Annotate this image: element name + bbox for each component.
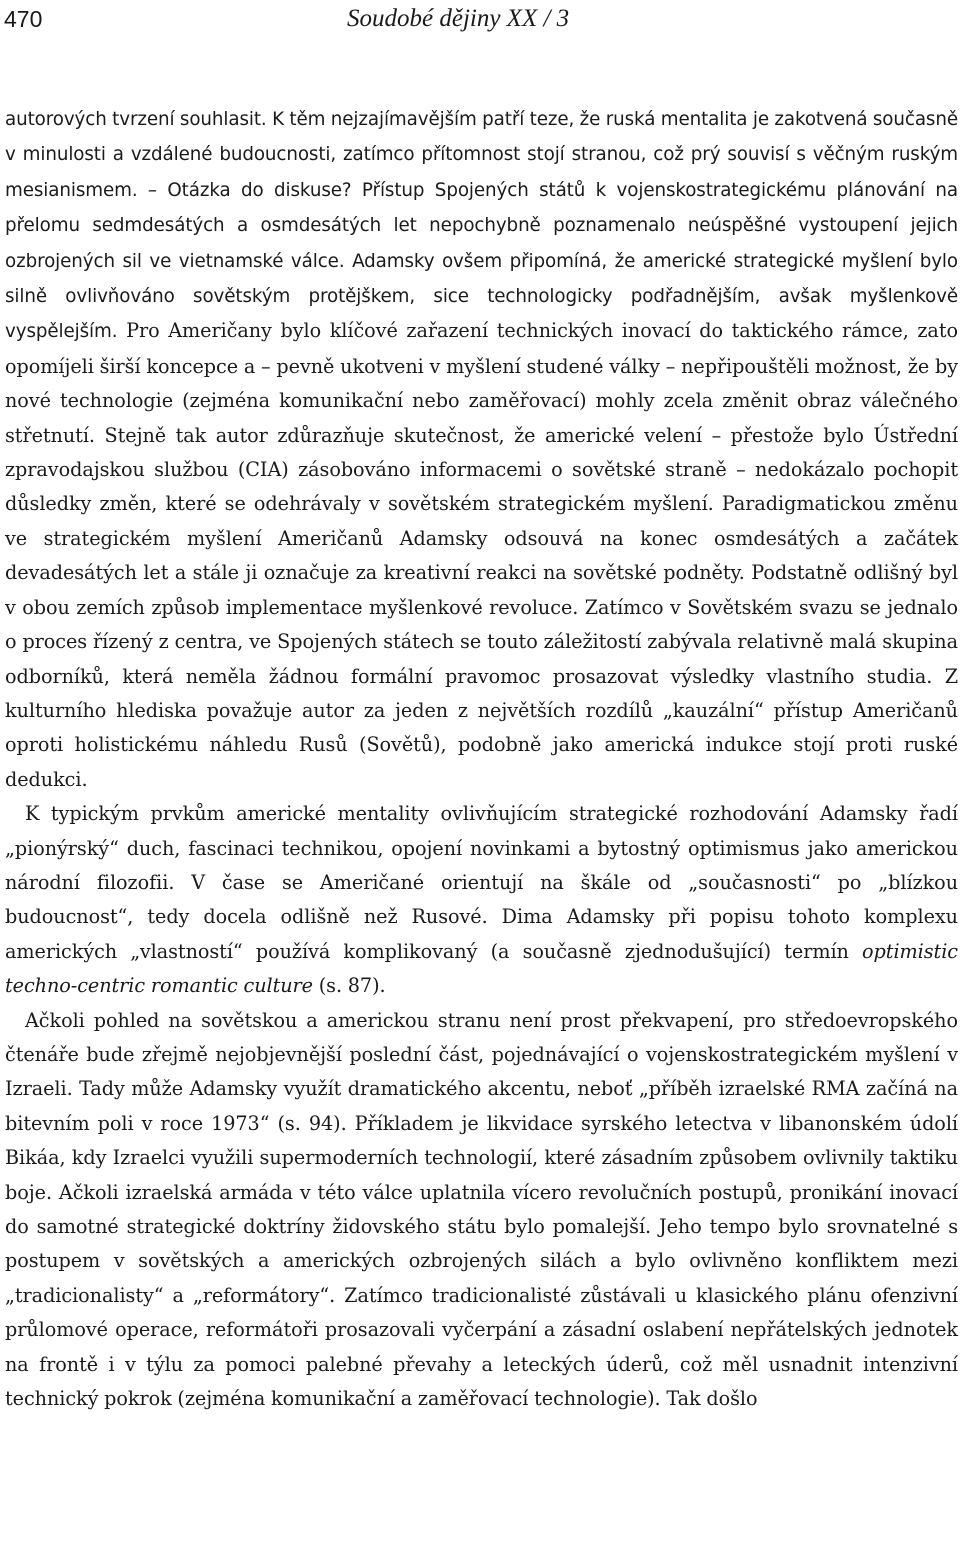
paragraph-2-text: K typickým prvkům americké mentality ovlivňujícím strategické rozhodování Adamsky řadí „pionýrský“ duch, fascinaci technikou, opojení novinkami a bytostný optimismus jako americkou národní filozofii. V čase se Američané orientují na škále od „současnosti“ po „blízkou budoucnost“, tedy docela odlišně než Rusové. Dima Adamsky při popisu tohoto komplexu amerických „vlastností“ používá komplikovaný (a současně zjednodušující) termín	[5, 802, 958, 963]
paragraph-3-text: Ačkoli pohled na sovětskou a americkou stranu není prost překvapení, pro středoevropského čtenáře bude zřejmě nejobjevnější poslední část, pojednávající o vojenskostrategickém myšlení v Izraeli. Tady může Adamsky využít dramatického akcentu, neboť „příběh izraelské RMA začíná na bitevním poli v roce 1973“ (s. 94). Příkladem je likvidace syrského letectva v libanonském údolí Bikáa, kdy Izraelci využili supermoderních technologií, které zásadním způsobem ovlivnily taktiku boje. Ačkoli izraelská armáda v této válce uplatnila vícero revolučních postupů, pronikání inovací do samotné strategické doktríny židovského státu bylo pomalejší. Jeho tempo bylo srovnatelné s postupem v sovětských a amerických ozbrojených silách a bylo ovlivněno konfliktem mezi „tradicionalisty“ a „reformátory“. Zatímco tradicionalisté zůstávali u klasického plánu ofenzivní průlomové operace, reformátoři prosazovali vyčerpání a zásadní oslabení nepřátelských jednotek na frontě i v týlu za pomoci palebné převahy a leteckých úderů, což měl usnadnit intenzivní technický pokrok (zejména komunikační a zaměřovací technologie). Tak došlo	[5, 1008, 958, 1411]
article-body	[5, 102, 958, 1416]
paragraph-1-rest: Pro Američany bylo klíčové zařazení technických inovací do taktického rámce, zato opomíjeli širší koncepce a – pevně ukotveni v myšlení studené války – nepřipouštěli možnost, že by nové technologie (zejména komunikační nebo zaměřovací) mohly zcela změnit obraz válečného střetnutí. Stejně tak autor zdůrazňuje skutečnost, že americké velení – přestože bylo Ústřední zpravodajskou službou (CIA) zásobováno informacemi o sovětské straně – nedokázalo pochopit důsledky změn, které se odehrávaly v sovětském strategickém myšlení. Paradigmatickou změnu ve strategickém myšlení Američanů Adamsky odsouvá na konec osmdesátých a začátek devadesátých let a stále ji označuje za kreativní reakci na sovětské podněty. Podstatně odlišný byl v obou zemích způsob implementace myšlenkové revoluce. Zatímco v Sovětském svazu se jednalo o proces řízený z centra, ve Spojených státech se touto záležitostí zabývala relativně malá skupina odborníků, která neměla žádnou formální pravomoc prosazovat výsledky vlastního studia. Z kulturního hlediska považuje autor za jeden z největších rozdílů „kauzální“ přístup Američanů oproti holistickému náhledu Rusů (Sovětů), podobně jako americká indukce stojí proti ruské dedukci.	[5, 319, 958, 791]
paragraph-2	[5, 797, 958, 1003]
running-head	[4, 2, 956, 36]
journal-title: Soudobé dějiny XX / 3	[347, 5, 570, 32]
paragraph-3	[5, 1004, 958, 1417]
page-number: 470	[4, 6, 43, 32]
paragraph-1-lead: autorových tvrzení souhlasit. K těm nejzajímavějším patří teze, že ruská mentalita je zakotvená současně v minulosti a vzdálené budoucnosti, zatímco přítomnost stojí stranou, což prý souvisí s věčným ruským mesianismem. – Otázka do diskuse? Přístup Spojených států k vojenskostrategickému plánování na přelomu sedmdesátých a osmdesátých let nepochybně poznamenalo neúspěšné vystoupení jejich ozbrojených sil ve vietnamské válce. Adamsky ovšem připomíná, že americké strategické myšlení bylo silně ovlivňováno sovětským protějškem, sice technologicky podřadnějším, avšak myšlenkově vyspělejším.	[5, 109, 958, 343]
paragraph-1	[5, 102, 958, 797]
paragraph-2-tail: (s. 87).	[312, 974, 386, 998]
paragraph-2-italic-term: optimistic techno-centric romantic culture	[5, 939, 958, 998]
